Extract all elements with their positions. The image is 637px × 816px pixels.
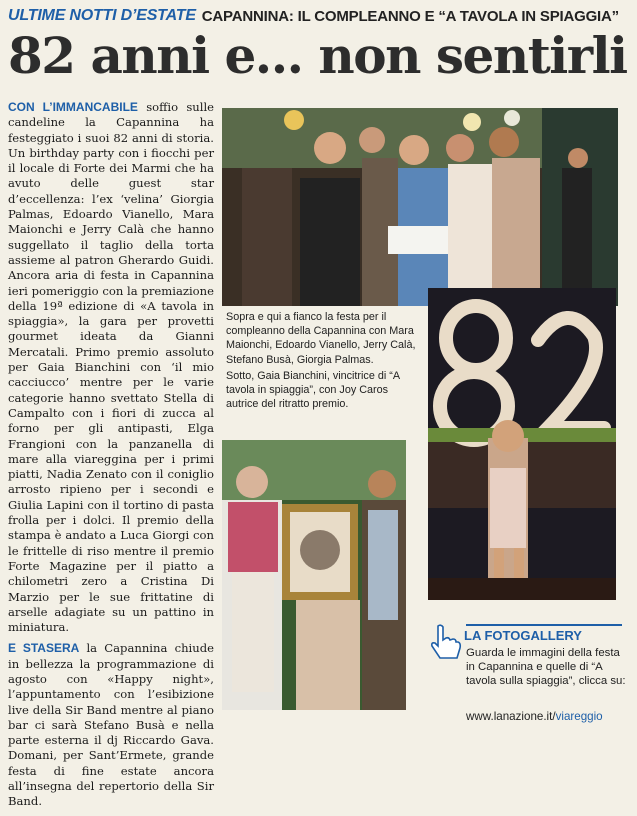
kicker — [8, 6, 628, 26]
paragraph-2-lead: E STASERA — [8, 641, 80, 656]
photo-balloons-82 — [428, 288, 616, 600]
headline: 82 anni e... non sentirli — [8, 26, 627, 85]
fotogallery-box — [426, 622, 626, 732]
caption-line-2: Sotto, Gaia Bianchini, vincitrice di “A tavola in spiaggia”, con Joy Caros autrice del ritratto premio. — [226, 369, 400, 411]
section-label: ULTIME NOTTI D’ESTATE — [8, 7, 196, 24]
fotogallery-url-section[interactable]: viareggio — [555, 710, 603, 723]
topic-label: CAPANNINA: IL COMPLEANNO E “A TAVOLA IN SPIAGGIA” — [201, 7, 619, 25]
paragraph-1 — [8, 100, 214, 635]
paragraph-2-text: la Capannina chiude in bellezza la programmazione di agosto con «Happy night», l’appuntamento con l’esibizione live della Sir Band mentre al piano bar ci sarà Stefano Busà e nella parte esterna il dj Riccardo Gava. Domani, per Sant’Ermete, grande festa di fine estate ancora all’insegna del repertorio della Sir Band. — [8, 641, 214, 809]
photo-caption — [226, 310, 422, 413]
paragraph-1-lead: CON L’IMMANCABILE — [8, 100, 138, 114]
paragraph-1-text: soffio sulle candeline la Capannina ha festeggiato i suoi 82 anni di storia. Un birthday party con i fiocchi per il locale di Forte dei Marmi che ha avuto delle guest star d’eccellenza: l’ex ‘velina’ Giorgia Palmas, Edoardo Vianello, Mara Maionchi e Jerry Calà che hanno suggellato il taglio della torta assieme al patron Gherardo Guidi. Ancora aria di festa in Capannina ieri pomeriggio con la premiazione della 19ª edizione di «A tavola in spiaggia», la gara per provetti gourmet ideata da Gianni Mercatali. Primo premio assoluto per Gaia Bianchini con ‘il mio cacciucco’ mentre per le varie categorie hanno svettato Stella di Campalto con i fiori di zucca al forno per gli antipasti, Elga Frangioni con la panzanella di mare alla viareggina per i primi piatti, Nadia Zenato con il coniglio arrosto ripieno per i secondi e Giulia Lapini con il tortino di pasta frolla per i dolci. Il premio della stampa è andato a Luca Giorgi con le frittelle di riso mentre il premio Forte Magazine per il piatto a chilometri zero a Cristina Di Marzio per le sue frittatine di arselle adagiate su un pattino in miniatura. — [8, 100, 215, 635]
photo-party — [222, 108, 618, 306]
hand-cursor-icon — [426, 622, 462, 662]
fotogallery-url-main[interactable]: www.lanazione.it/ — [466, 710, 556, 723]
caption-line-1: Sopra e qui a fianco la festa per il compleanno della Capannina con Mara Maionchi, Edoardo Vianello, Jerry Calà, Stefano Busà, Giorgia Palmas. — [226, 311, 416, 366]
fotogallery-rule — [466, 624, 622, 626]
article-body — [8, 100, 214, 816]
fotogallery-title: LA FOTOGALLERY — [464, 628, 582, 643]
fotogallery-link[interactable] — [466, 710, 603, 723]
paragraph-2 — [8, 641, 214, 809]
fotogallery-text: Guarda le immagini della festa in Capannina e quelle di “A tavola sulla spiaggia”, clicca su: — [466, 647, 626, 687]
photo-winner-portrait — [222, 440, 406, 710]
